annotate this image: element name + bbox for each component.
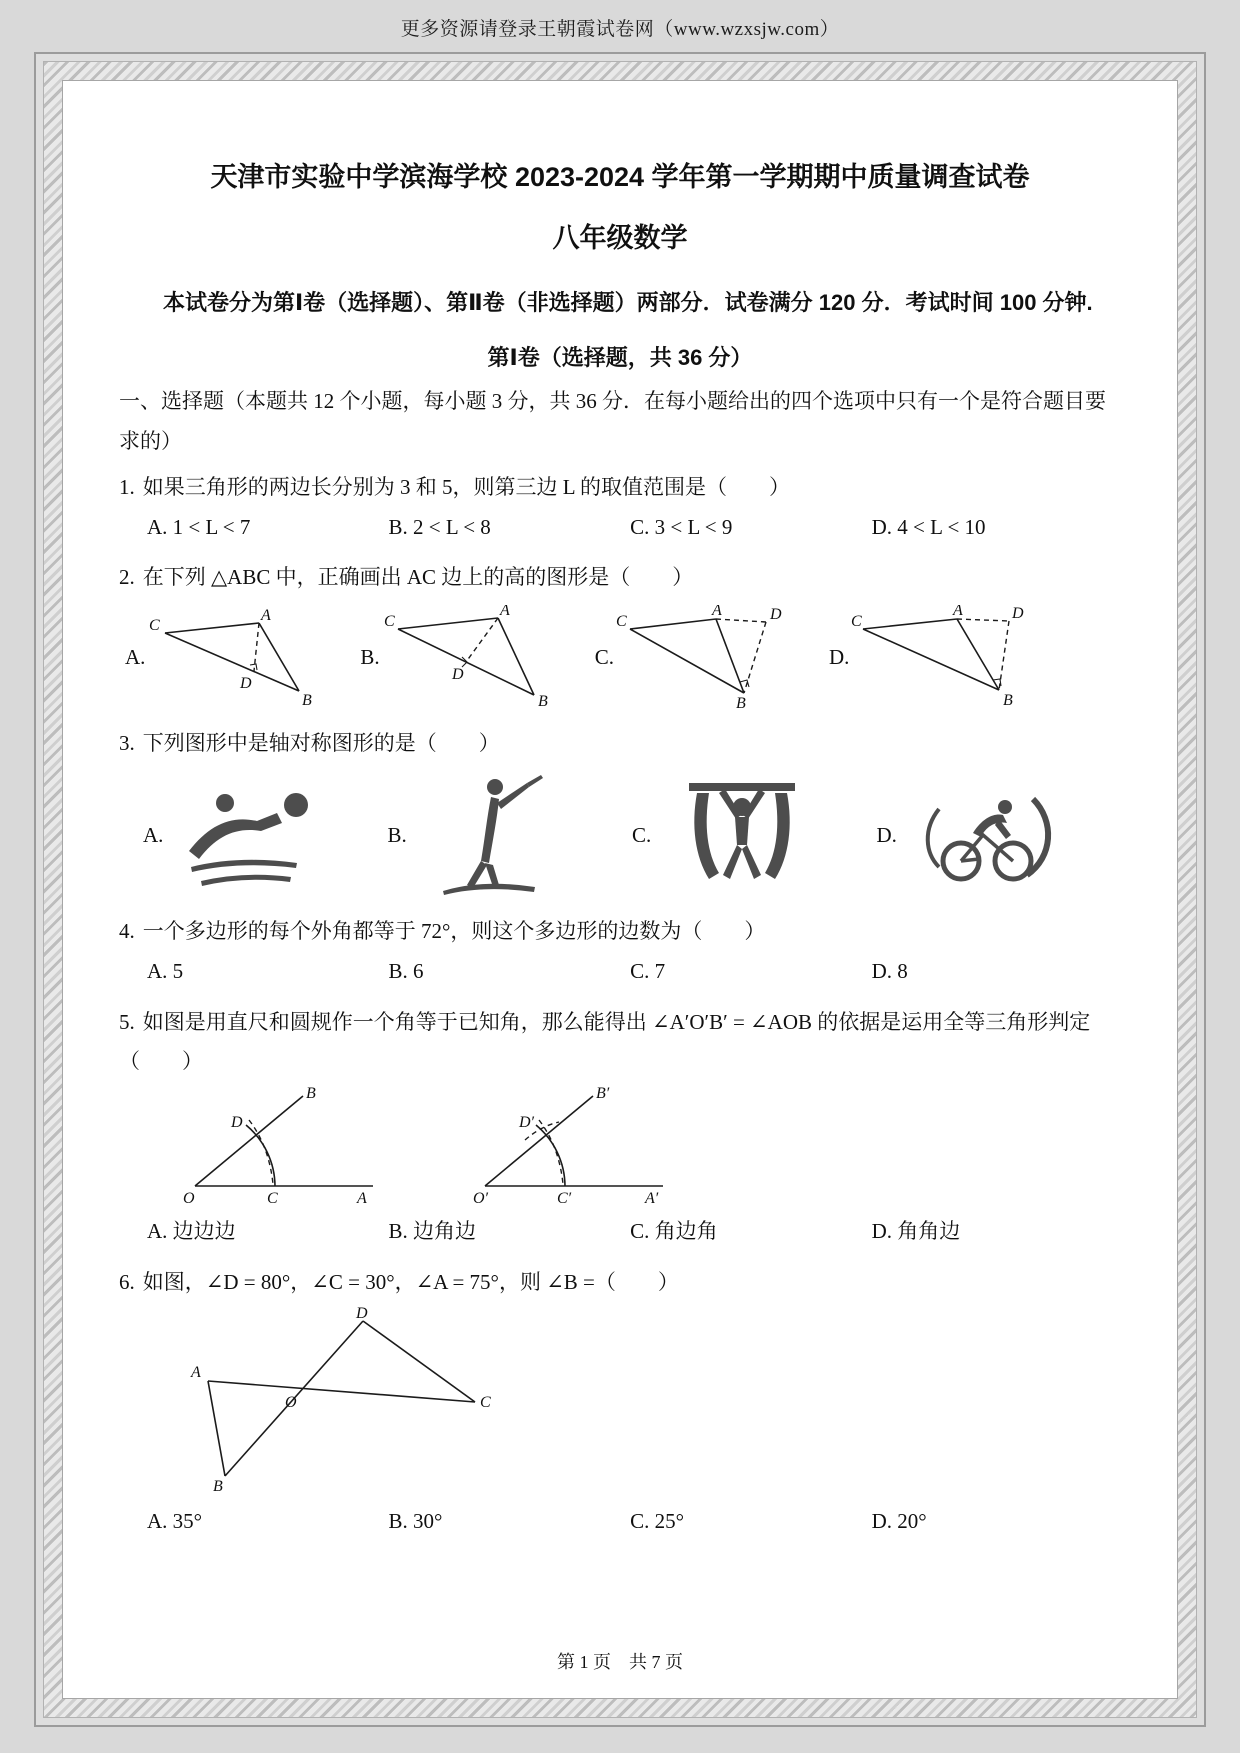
- q3-figure-b: [388, 773, 633, 898]
- vertex-label: D: [1012, 605, 1024, 623]
- question-5-text: 如图是用直尺和圆规作一个角等于已知角，那么能得出 ∠A′O′B′ = ∠AOB 的依据是运用全等三角形判定（ ）: [119, 1009, 1091, 1073]
- vertex-label: B: [302, 691, 313, 709]
- question-6-figure: [119, 1306, 1121, 1501]
- vertex-label: C: [480, 1394, 491, 1412]
- question-5-number: 5.: [119, 1009, 135, 1034]
- weightlifting-icon: [667, 773, 817, 898]
- exam-instructions: 本试卷分为第Ⅰ卷（选择题）、第Ⅱ卷（非选择题）两部分．试卷满分 120 分．考试时间 100 分钟.: [163, 290, 1093, 315]
- q5-option-d: D. 角角边: [871, 1219, 961, 1244]
- q3-option-c: C.: [632, 823, 652, 848]
- vertex-label: A: [261, 606, 272, 624]
- question-1: [119, 468, 1121, 557]
- vertex-label: A′: [645, 1190, 659, 1208]
- q6-option-d: D. 20°: [871, 1509, 927, 1534]
- q3-option-b: B.: [387, 823, 407, 848]
- page-number: 第 1 页 共 7 页: [557, 1652, 683, 1672]
- vertex-label: D: [231, 1114, 243, 1132]
- question-6-options: [119, 1503, 1121, 1541]
- question-1-options: [119, 509, 1121, 547]
- exam-title: 天津市实验中学滨海学校 2023-2024 学年第一学期期中质量调查试卷: [210, 162, 1030, 192]
- vertex-label: C: [267, 1190, 278, 1208]
- q2-option-b: B.: [360, 645, 380, 670]
- q4-option-c: C. 7: [630, 958, 666, 983]
- q1-option-d: D. 4 < L < 10: [871, 514, 986, 539]
- vertex-label: B: [735, 695, 746, 711]
- exam-subject: 八年级数学: [552, 223, 688, 253]
- question-4-text: 一个多边形的每个外角都等于 72°，则这个多边形的边数为（ ）: [142, 919, 766, 944]
- question-2-figures: [119, 605, 1121, 710]
- vertex-label: D: [356, 1306, 368, 1323]
- question-5: [119, 1003, 1121, 1261]
- q4-option-a: A. 5: [147, 958, 184, 983]
- vertex-label: A: [711, 605, 722, 620]
- q1-option-c: C. 3 < L < 9: [630, 514, 733, 539]
- vertex-label: B: [306, 1085, 316, 1103]
- q3-figure-d: [877, 773, 1122, 898]
- q5-option-b: B. 边角边: [388, 1219, 477, 1244]
- volleyball-icon: [179, 773, 329, 898]
- question-6: [119, 1263, 1121, 1551]
- vertex-label: A: [357, 1190, 367, 1208]
- crossed-triangles-figure: [183, 1306, 503, 1496]
- cycling-icon: [913, 773, 1063, 898]
- vertex-label: O′: [473, 1190, 489, 1208]
- vertex-label: B: [213, 1478, 223, 1496]
- golf-icon: [423, 773, 573, 898]
- q1-option-b: B. 2 < L < 8: [388, 514, 491, 539]
- vertex-label: C: [149, 616, 161, 634]
- q4-option-b: B. 6: [388, 958, 424, 983]
- vertex-label: A: [499, 605, 510, 620]
- q3-figure-c: [632, 773, 877, 898]
- angle-construction-figure-original: [183, 1084, 413, 1209]
- question-3-number: 3.: [119, 731, 135, 756]
- vertex-label: D: [451, 666, 464, 684]
- q3-option-a: A.: [143, 823, 164, 848]
- question-3: [119, 724, 1121, 910]
- q2-option-d: D.: [828, 645, 850, 670]
- vertex-label: D: [240, 674, 252, 692]
- part1-title: 第Ⅰ卷（选择题，共 36 分）: [487, 345, 753, 370]
- question-5-figures: [119, 1084, 1121, 1209]
- triangle-figure-d: [851, 605, 1056, 710]
- angle-construction-figure-copy: [473, 1084, 703, 1209]
- question-3-text: 下列图形中是轴对称图形的是（ ）: [142, 731, 500, 756]
- q4-option-d: D. 8: [871, 958, 908, 983]
- q2-figure-a: [125, 605, 352, 710]
- question-4: [119, 912, 1121, 1001]
- question-6-number: 6.: [119, 1270, 135, 1295]
- q6-option-b: B. 30°: [388, 1509, 443, 1534]
- question-5-options: [119, 1213, 1121, 1251]
- vertex-label: O: [183, 1190, 195, 1208]
- question-1-text: 如果三角形的两边长分别为 3 和 5，则第三边 L 的取值范围是（ ）: [142, 474, 791, 499]
- q2-figure-b: [360, 605, 586, 710]
- vertex-label: O: [285, 1394, 297, 1412]
- triangle-figure-a: [147, 607, 352, 709]
- vertex-label: C: [615, 613, 627, 631]
- vertex-label: C: [383, 613, 395, 631]
- vertex-label: D: [769, 606, 782, 624]
- vertex-label: A: [191, 1364, 201, 1382]
- vertex-label: A: [953, 605, 964, 620]
- triangle-figure-c: [616, 605, 821, 710]
- q2-option-c: C.: [594, 645, 614, 670]
- question-2-text: 在下列 △ABC 中，正确画出 AC 边上的高的图形是（ ）: [142, 565, 694, 590]
- q6-option-a: A. 35°: [147, 1509, 203, 1534]
- q6-option-c: C. 25°: [630, 1509, 684, 1534]
- question-1-number: 1.: [119, 474, 135, 499]
- question-4-number: 4.: [119, 919, 135, 944]
- q1-option-a: A. 1 < L < 7: [147, 514, 251, 539]
- question-6-text: 如图，∠D = 80°，∠C = 30°，∠A = 75°，则 ∠B =（ ）: [142, 1270, 679, 1295]
- vertex-label: C: [851, 613, 863, 631]
- vertex-label: D′: [519, 1114, 535, 1132]
- question-3-figures: [119, 773, 1121, 898]
- q3-figure-a: [143, 773, 388, 898]
- triangle-figure-b: [382, 605, 587, 710]
- section1-description: 一、选择题（本题共 12 个小题，每小题 3 分，共 36 分．在每小题给出的四个选项中只有一个是符合题目要求的）: [119, 389, 1106, 453]
- watermark-text: 更多资源请登录王朝霞试卷网（www.wzxsjw.com）: [400, 19, 840, 40]
- question-2-number: 2.: [119, 565, 135, 590]
- question-2: [119, 558, 1121, 722]
- border-pattern: [43, 61, 1197, 1718]
- q5-option-a: A. 边边边: [147, 1219, 236, 1244]
- q2-figure-c: [595, 605, 821, 710]
- question-4-options: [119, 953, 1121, 991]
- vertex-label: C′: [557, 1190, 572, 1208]
- vertex-label: B: [537, 693, 548, 711]
- vertex-label: B: [1003, 692, 1014, 710]
- vertex-label: B′: [596, 1085, 610, 1103]
- q2-figure-d: [829, 605, 1056, 710]
- ornamental-border: [34, 52, 1206, 1727]
- q5-option-c: C. 角边角: [630, 1219, 718, 1244]
- q3-option-d: D.: [876, 823, 897, 848]
- exam-paper: [62, 80, 1178, 1699]
- q2-option-a: A.: [125, 645, 146, 670]
